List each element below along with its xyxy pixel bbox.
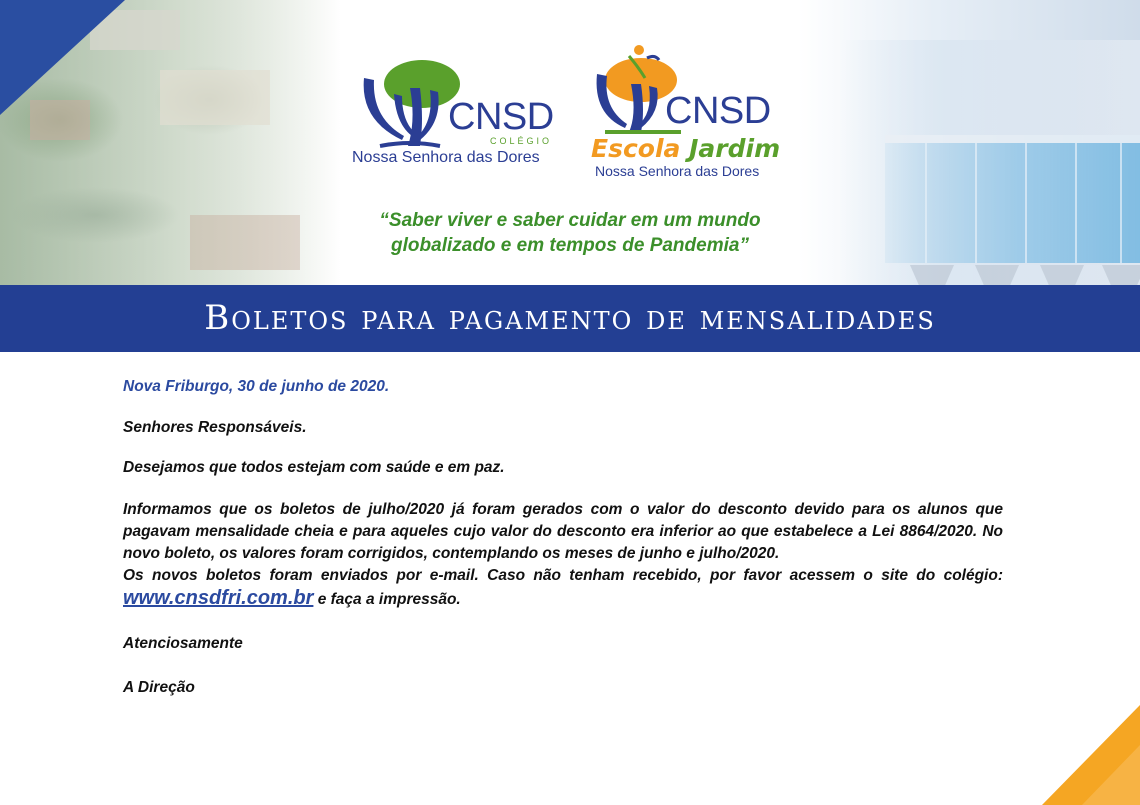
school-website-link[interactable]: www.cnsdfri.com.br (123, 587, 314, 609)
corner-accent-bottom-right-inner (1082, 745, 1140, 805)
paragraph-2-text-after: e faça a impressão. (313, 591, 461, 608)
logo-name-part2: Jardim (689, 134, 781, 163)
logo-brand-text: CNSD (448, 96, 554, 138)
school-motto (320, 208, 820, 258)
motto-line-1: “Saber viver e saber cuidar em um mundo (379, 210, 761, 231)
logo-kicker-text: COLÉGIO (490, 136, 553, 146)
logo-subtitle-text: Nossa Senhora das Dores (352, 149, 540, 166)
title-banner (0, 285, 1140, 352)
letter-wish: Desejamos que todos estejam com saúde e em paz. (123, 459, 505, 476)
letter-body (123, 376, 1003, 699)
letter-signature: A Direção (123, 679, 195, 696)
header-photo-banner (0, 0, 1140, 285)
motto-line-2: globalizado e em tempos de Pandemia” (391, 235, 749, 256)
letter-closing: Atenciosamente (123, 635, 243, 652)
letter-date: Nova Friburgo, 30 de junho de 2020. (123, 378, 390, 395)
logo-name-part1: Escola (591, 134, 681, 163)
cnsd-escola-jardim-logo (585, 38, 785, 183)
escola-jardim-wordmark (591, 134, 780, 163)
building-glass-facade (885, 135, 1140, 263)
cnsd-colegio-logo (350, 48, 560, 173)
building-pillars (840, 265, 1140, 285)
page-title: Boletos para pagamento de mensalidades (204, 298, 936, 338)
building-photo (840, 40, 1140, 285)
logo-subtitle-text: Nossa Senhora das Dores (595, 163, 760, 179)
letter-paragraph-1: Informamos que os boletos de julho/2020 já foram gerados com o valor do desconto devido para os alunos que pagavam mensalidade cheia e para aqueles cujo valor do desconto era inferior ao que estabelece a Lei 8864/2020. No novo boleto, os valores foram corrigidos, contemplando os meses de junho e julho/2020. (123, 501, 1003, 562)
letter-salutation: Senhores Responsáveis. (123, 419, 307, 436)
paragraph-2-text-before: Os novos boletos foram enviados por e-mail. Caso não tenham recebido, por favor acessem o site do colégio: (123, 567, 1003, 584)
letter-paragraph-2 (123, 565, 1003, 611)
logo-brand-text: CNSD (665, 90, 771, 132)
corner-accent-top-left (0, 0, 125, 115)
